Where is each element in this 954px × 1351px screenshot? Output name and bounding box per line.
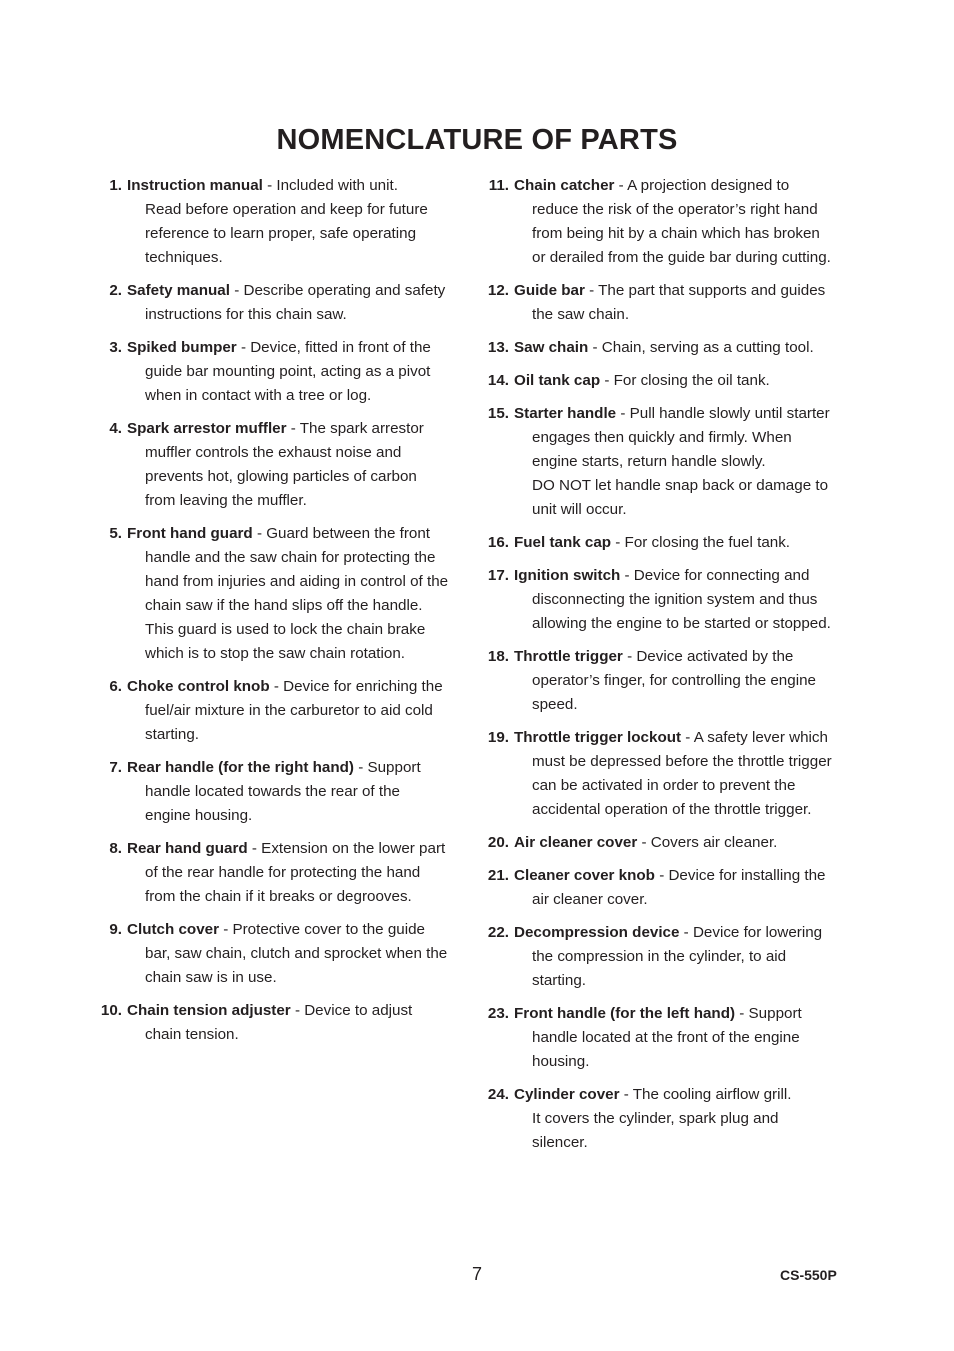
item-continuation-line [514,612,856,636]
item-text: - A safety lever which [681,729,828,746]
list-item [98,174,470,270]
item-text: from being hit by a chain which has broken [532,225,820,242]
item-continuation-line [514,426,856,450]
item-continuation-line [127,861,470,885]
item-continuation-line [514,1131,856,1155]
list-item [484,336,856,360]
item-term: Rear handle (for the right hand) [127,759,354,776]
item-text: must be depressed before the throttle trigger [532,753,832,770]
item-text: guide bar mounting point, acting as a pivot [145,363,431,380]
item-text: allowing the engine to be started or stopped. [532,615,831,632]
item-first-line [514,1083,856,1107]
item-continuation-line [127,198,470,222]
item-number: 6. [109,678,122,695]
item-text: - Support [735,1005,802,1022]
item-first-line [127,837,470,861]
item-first-line [514,921,856,945]
item-description [127,336,470,408]
item-text: - Device for lowering [679,924,823,941]
item-description [514,726,856,822]
item-term: Saw chain [514,339,589,356]
item-number: 24. [487,1086,509,1103]
item-text: - Describe operating and safety [229,282,446,299]
item-description [127,918,470,990]
item-description [127,837,470,909]
item-term: Spark arrestor muffler [127,420,287,437]
item-number: 3. [109,339,122,356]
item-continuation-line [127,465,470,489]
item-term: Clutch cover [127,921,219,938]
item-text: chain tension. [145,1026,239,1043]
item-continuation-line [127,804,470,828]
list-item [484,1083,856,1155]
item-description [514,564,856,636]
item-text: can be activated in order to prevent the [532,777,796,794]
item-first-line [127,675,470,699]
item-text: - Pull handle slowly until starter [616,405,830,422]
item-text: silencer. [532,1134,588,1151]
item-continuation-line [127,885,470,909]
item-text: of the rear handle for protecting the hand [145,864,421,881]
item-text: Read before operation and keep for future [145,201,428,218]
item-term: Throttle trigger [514,648,623,665]
list-item [98,279,470,327]
list-item [484,1002,856,1074]
item-continuation-line [514,222,856,246]
item-number: 9. [109,921,122,938]
item-first-line [127,417,470,441]
item-continuation-line [514,1050,856,1074]
item-term: Cylinder cover [514,1086,620,1103]
item-description [127,756,470,828]
list-item [98,918,470,990]
item-text: starting. [145,726,200,743]
item-continuation-line [514,303,856,327]
item-text: It covers the cylinder, spark plug and [532,1110,779,1127]
item-first-line [127,918,470,942]
item-continuation-line [127,303,470,327]
list-item [484,402,856,522]
item-number: 18. [487,648,509,665]
item-first-line [127,174,470,198]
item-description [514,921,856,993]
item-text: handle located at the front of the engine [532,1029,800,1046]
item-description [514,831,856,855]
item-text: bar, saw chain, clutch and sprocket when the [145,945,448,962]
item-description [514,279,856,327]
item-number: 1. [109,177,122,194]
list-item [98,675,470,747]
list-item [484,369,856,393]
item-continuation-line [127,723,470,747]
item-term: Decompression device [514,924,680,941]
item-term: Fuel tank cap [514,534,612,551]
item-term: Chain tension adjuster [127,1002,291,1019]
item-continuation-line [127,441,470,465]
item-description [127,417,470,513]
item-first-line [514,369,856,393]
item-description [514,645,856,717]
item-first-line [514,279,856,303]
item-number: 8. [109,840,122,857]
item-continuation-line [127,942,470,966]
item-term: Air cleaner cover [514,834,638,851]
item-term: Cleaner cover knob [514,867,655,884]
item-text: the saw chain. [532,306,630,323]
item-term: Front hand guard [127,525,253,542]
item-description [127,999,470,1047]
item-description [514,531,856,555]
list-item [98,522,470,666]
item-continuation-line [514,888,856,912]
item-description [514,402,856,522]
item-number: 21. [487,867,509,884]
item-continuation-line [514,1026,856,1050]
item-description [514,1083,856,1155]
item-continuation-line [514,750,856,774]
item-continuation-line [127,222,470,246]
item-text: starting. [532,972,587,989]
model-number: CS-550P [780,1267,837,1283]
item-number: 19. [487,729,509,746]
item-text: - A projection designed to [614,177,790,194]
item-first-line [514,726,856,750]
item-text: when in contact with a tree or log. [145,387,372,404]
item-text: - Device for enriching the [269,678,443,695]
item-number: 12. [487,282,509,299]
item-number: 7. [109,759,122,776]
item-text: - Support [353,759,421,776]
item-text: - The spark arrestor [286,420,424,437]
item-term: Chain catcher [514,177,615,194]
item-continuation-line [514,198,856,222]
page-number: 7 [471,1264,482,1284]
item-text: handle located towards the rear of the [145,783,400,800]
item-text: - The part that supports and guides [584,282,826,299]
list-item [484,174,856,270]
item-text: disconnecting the ignition system and thus [532,591,818,608]
item-continuation-line [514,969,856,993]
item-text: - Extension on the lower part [247,840,446,857]
item-continuation-line [514,945,856,969]
item-term: Spiked bumper [127,339,237,356]
item-first-line [514,1002,856,1026]
list-item [484,726,856,822]
item-continuation-line [127,699,470,723]
list-item [484,831,856,855]
item-number: 15. [487,405,509,422]
item-first-line [514,531,856,555]
item-number: 5. [109,525,122,542]
item-text: engine housing. [145,807,253,824]
item-text: - The cooling airflow grill. [619,1086,792,1103]
item-text: engine starts, return handle slowly. [532,453,766,470]
item-continuation-line [127,642,470,666]
item-text: - Device for installing the [654,867,826,884]
item-number: 14. [487,372,509,389]
item-text: - Device for connecting and [620,567,810,584]
item-text: the compression in the cylinder, to aid [532,948,787,965]
item-first-line [127,336,470,360]
item-text: reference to learn proper, safe operating [145,225,417,242]
item-continuation-line [514,774,856,798]
item-text: prevents hot, glowing particles of carbon [145,468,417,485]
list-item [484,864,856,912]
item-text: - Included with unit. [262,177,398,194]
item-first-line [127,279,470,303]
item-first-line [127,756,470,780]
item-continuation-line [127,546,470,570]
list-item [484,531,856,555]
list-item [98,417,470,513]
item-description [127,675,470,747]
item-description [514,1002,856,1074]
item-text: - Guard between the front [252,525,431,542]
item-number: 16. [487,534,509,551]
item-continuation-line [127,618,470,642]
item-first-line [514,564,856,588]
item-text: reduce the risk of the operator’s right hand [532,201,818,218]
item-term: Ignition switch [514,567,621,584]
item-text: which is to stop the saw chain rotation. [145,645,406,662]
item-continuation-line [127,594,470,618]
item-term: Choke control knob [127,678,270,695]
item-text: operator’s finger, for controlling the engine [532,672,816,689]
item-text: speed. [532,696,578,713]
item-number: 22. [487,924,509,941]
item-text: - Device to adjust [290,1002,413,1019]
item-continuation-line [127,966,470,990]
item-description [127,174,470,270]
item-text: - Device activated by the [622,648,794,665]
list-item [484,564,856,636]
item-text: - Protective cover to the guide [219,921,425,938]
item-continuation-line [127,360,470,384]
item-text: air cleaner cover. [532,891,648,908]
item-number: 13. [487,339,509,356]
item-text: from leaving the muffler. [145,492,307,509]
item-continuation-line [127,246,470,270]
item-text: This guard is used to lock the chain brake [145,621,426,638]
item-text: unit will occur. [532,501,627,518]
item-continuation-line [514,669,856,693]
item-continuation-line [514,588,856,612]
item-term: Instruction manual [127,177,263,194]
item-text: housing. [532,1053,590,1070]
item-term: Starter handle [514,405,617,422]
item-first-line [514,831,856,855]
item-text: DO NOT let handle snap back or damage to [532,477,829,494]
parts-list-left-column [98,174,470,1056]
item-term: Throttle trigger lockout [514,729,682,746]
item-term: Safety manual [127,282,230,299]
item-text: - For closing the oil tank. [600,372,770,389]
item-term: Oil tank cap [514,372,601,389]
item-continuation-line [127,1023,470,1047]
item-continuation-line [514,246,856,270]
item-description [514,864,856,912]
item-first-line [514,402,856,426]
list-item [98,756,470,828]
item-term: Front handle (for the left hand) [514,1005,736,1022]
item-term: Rear hand guard [127,840,248,857]
item-text: hand from injuries and aiding in control of the [145,573,449,590]
list-item [98,837,470,909]
item-first-line [514,174,856,198]
parts-list-right-column [484,174,856,1164]
item-number: 20. [487,834,509,851]
item-continuation-line [127,489,470,513]
list-item [484,279,856,327]
item-number: 23. [487,1005,509,1022]
item-continuation-line [127,780,470,804]
item-continuation-line [514,474,856,498]
item-first-line [127,999,470,1023]
item-text: chain saw is in use. [145,969,277,986]
item-continuation-line [514,1107,856,1131]
item-text: or derailed from the guide bar during cutting. [532,249,831,266]
item-description [127,279,470,327]
item-text: - For closing the fuel tank. [611,534,791,551]
item-text: fuel/air mixture in the carburetor to aid cold [145,702,433,719]
item-text: - Covers air cleaner. [637,834,778,851]
item-continuation-line [514,798,856,822]
item-number: 10. [100,1002,122,1019]
item-description [514,174,856,270]
item-number: 11. [488,177,509,194]
item-continuation-line [127,384,470,408]
item-description [127,522,470,666]
item-number: 2. [109,282,122,299]
item-text: handle and the saw chain for protecting the [145,549,436,566]
item-continuation-line [127,570,470,594]
item-continuation-line [514,498,856,522]
item-first-line [514,336,856,360]
item-text: - Device, fitted in front of the [236,339,431,356]
item-text: muffler controls the exhaust noise and [145,444,402,461]
item-text: techniques. [145,249,223,266]
item-text: instructions for this chain saw. [145,306,347,323]
list-item [98,336,470,408]
item-text: engages then quickly and firmly. When [532,429,792,446]
item-first-line [514,864,856,888]
item-number: 4. [109,420,122,437]
item-text: from the chain if it breaks or degrooves. [145,888,412,905]
page-title: NOMENCLATURE OF PARTS [276,124,678,156]
list-item [98,999,470,1047]
item-description [514,369,856,393]
item-number: 17. [487,567,509,584]
item-text: - Chain, serving as a cutting tool. [588,339,814,356]
item-description [514,336,856,360]
item-term: Guide bar [514,282,585,299]
list-item [484,921,856,993]
item-first-line [127,522,470,546]
item-text: accidental operation of the throttle trigger. [532,801,812,818]
item-continuation-line [514,450,856,474]
list-item [484,645,856,717]
item-first-line [514,645,856,669]
item-text: chain saw if the hand slips off the handle. [145,597,423,614]
item-continuation-line [514,693,856,717]
